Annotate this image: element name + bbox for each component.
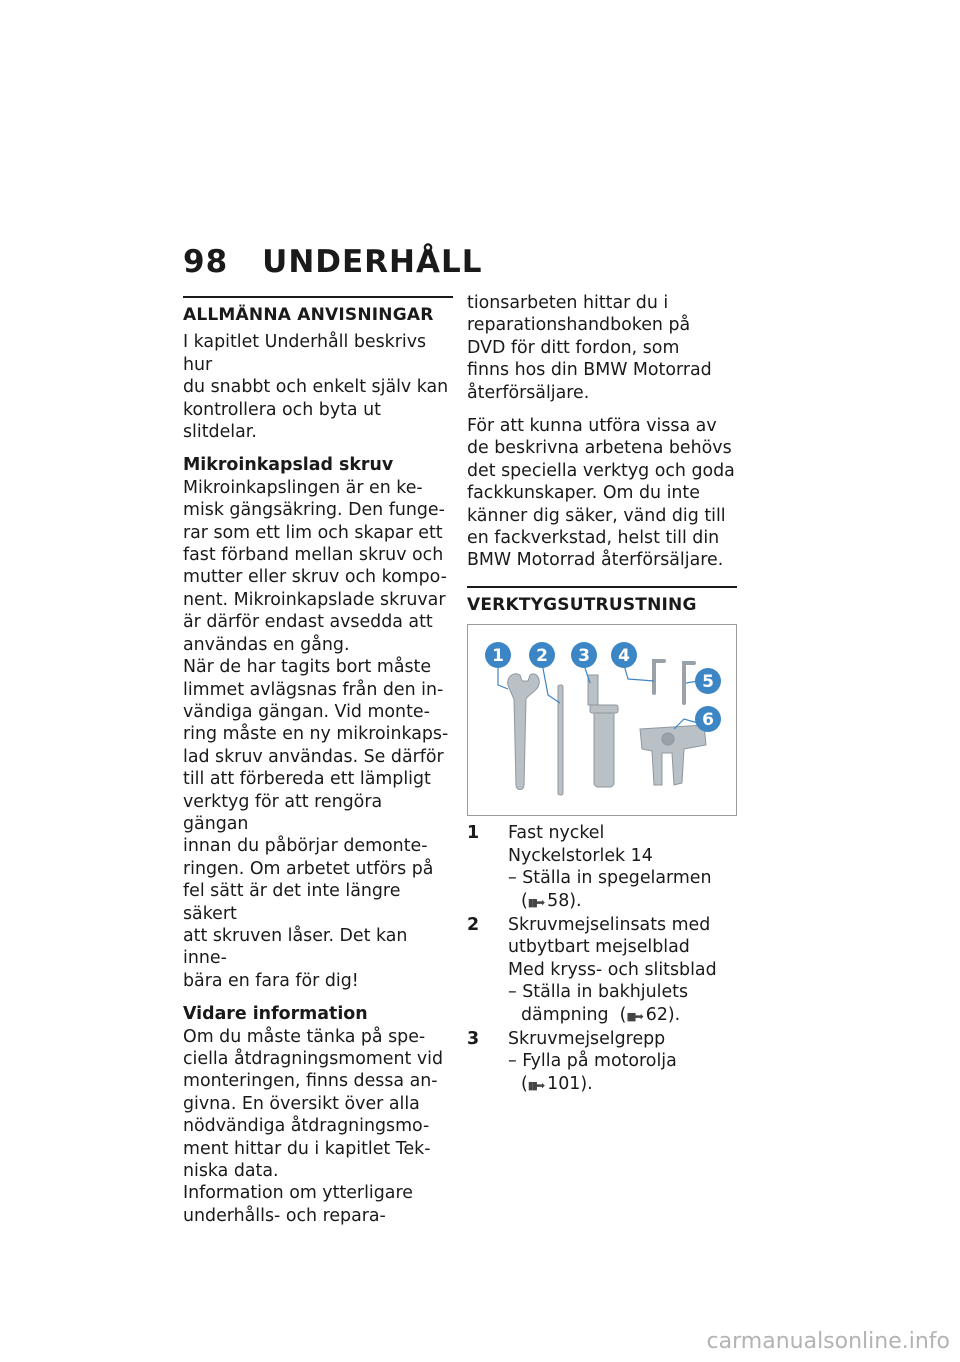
text-line: mutter eller skruv och kompo- [183,567,447,588]
list-item [467,1028,737,1097]
text-line: I kapitlet Underhåll beskrivs hur [183,332,427,375]
svg-text:6: 6 [702,710,714,731]
text-line: användas en gång. [183,634,350,655]
list-item [467,822,737,914]
intro-paragraph [183,331,453,443]
text-line: vändiga gängan. Vid monte- [183,701,430,722]
text-line: limmet avlägsnas från den in- [183,679,444,700]
text-line: innan du påbörjar demonte- [183,836,428,857]
item-text: Nyckelstorlek 14 [508,845,653,866]
text-line: lad skruv användas. Se därför [183,746,444,767]
svg-text:5: 5 [702,672,714,693]
svg-text:3: 3 [578,646,590,667]
item-text: Med kryss- och slitsblad [508,959,717,980]
watermark: carmanualsonline.info [706,1329,950,1354]
text-line: finns hos din BMW Motorrad [467,360,712,381]
text-line: att skruven låser. Det kan inne- [183,925,408,969]
text-line: givna. En översikt över alla [183,1093,420,1114]
tool-list [467,822,737,1097]
svg-text:1: 1 [492,646,504,667]
text-line: de beskrivna arbetena behövs [467,438,732,459]
text-line: en fackverkstad, helst till din [467,528,720,549]
subheading-microencapsulated: Mikroinkapslad skruv [183,455,394,476]
wrench-tool [508,674,540,790]
text-line: misk gängsäkring. Den funge- [183,500,445,521]
text-line: reparationshandboken på [467,315,691,336]
chapter-title: UNDERHÅLL [262,244,483,280]
page-number: 98 [183,244,229,280]
callout-6-icon [695,706,721,732]
text-line: monteringen, finns dessa an- [183,1071,438,1092]
text-line: tionsarbeten hittar du i [467,293,669,313]
right-column [467,292,737,1097]
info-paragraph [183,1026,453,1183]
list-item [467,914,737,1028]
procedure-step: – Fylla på motorolja [508,1051,677,1072]
text-line: rar som ett lim och skapar ett [183,522,443,543]
micro-paragraph [183,477,453,656]
page-ref-arrow-icon: ▮▮➡ [626,1009,642,1023]
text-line: niska data. [183,1161,279,1182]
section-rule [183,296,453,298]
page-ref-arrow-icon: ▮▮➡ [527,895,544,909]
text-line: ciella åtdragningsmoment vid [183,1049,444,1069]
text-line: När de har tagits bort måste [183,657,432,678]
text-line: Information om ytterligare [183,1183,413,1204]
page-reference: dämpning (▮▮➡ 62). [521,1004,681,1025]
text-line: fel sätt är det inte längre säkert [183,881,401,924]
continuation-paragraph [467,292,737,404]
toolkit-figure [467,624,737,816]
text-line: DVD för ditt fordon, som [467,337,680,358]
text-line: ringen. Om arbetet utförs på [183,858,434,879]
multi-tool [640,725,706,785]
section-title-general: ALLMÄNNA ANVISNINGAR [183,305,434,325]
info-paragraph-2 [183,1182,453,1227]
text-line: För att kunna utföra vissa av [467,416,717,437]
item-text: Skruvmejselgrepp [508,1028,666,1049]
text-line: är därför endast avsedda att [183,612,433,633]
text-line: känner dig säker, vänd dig till [467,505,726,526]
text-line: till att förbereda ett lämpligt [183,769,431,790]
page-reference: (▮▮➡ 58). [521,890,582,911]
item-text: Fast nyckel [508,823,605,844]
text-line: nödvändiga åtdragningsmo- [183,1116,430,1137]
section-title-toolkit: VERKTYGSUTRUSTNING [467,594,697,615]
svg-text:2: 2 [536,646,548,667]
procedure-step: – Ställa in spegelarmen [508,868,712,889]
toolkit-illustration [468,625,736,815]
tools-paragraph [467,415,737,572]
subheading-more-info: Vidare information [183,1004,368,1025]
page-ref-arrow-icon: ▮▮➡ [527,1078,544,1092]
text-line: Mikroinkapslingen är en ke- [183,477,423,498]
section-rule [467,586,737,588]
text-line: återförsäljare. [467,382,590,403]
item-text: utbytbart mejselblad [508,937,690,958]
text-line: BMW Motorrad återförsäljare. [467,550,724,571]
page-header [183,244,482,280]
page-reference: (▮▮➡ 101). [521,1073,593,1094]
text-line: kontrollera och byta ut slitdelar. [183,399,381,443]
procedure-step: – Ställa in bakhjulets [508,982,689,1003]
text-line: fast förband mellan skruv och [183,545,444,566]
callout-4-icon [611,642,637,668]
text-line: nent. Mikroinkapslade skruvar [183,589,446,610]
text-line: fackkunskaper. Om du inte [467,483,700,504]
text-line: du snabbt och enkelt själv kan [183,377,449,398]
item-number: 3 [467,1028,480,1049]
callout-5-icon [695,668,721,694]
item-number: 2 [467,914,480,935]
text-line: ment hittar du i kapitlet Tek- [183,1138,431,1159]
item-number: 1 [467,823,480,844]
svg-text:4: 4 [618,646,630,667]
screwdriver-handle-tool [588,675,618,787]
left-column [183,296,453,1227]
callout-3-icon [571,642,597,668]
text-line: bära en fara för dig! [183,970,359,991]
callout-2-icon [529,642,555,668]
text-line: det speciella verktyg och goda [467,460,735,481]
callout-1-icon [485,642,511,668]
item-text: Skruvmejselinsats med [508,914,711,935]
text-line: underhålls- och repara- [183,1205,386,1226]
micro-paragraph-2 [183,656,453,992]
text-line: ring måste en ny mikroinkaps- [183,724,449,745]
text-line: Om du måste tänka på spe- [183,1026,426,1047]
hex-key-tool-4 [654,661,664,693]
text-line: verktyg för att rengöra gängan [183,791,383,834]
